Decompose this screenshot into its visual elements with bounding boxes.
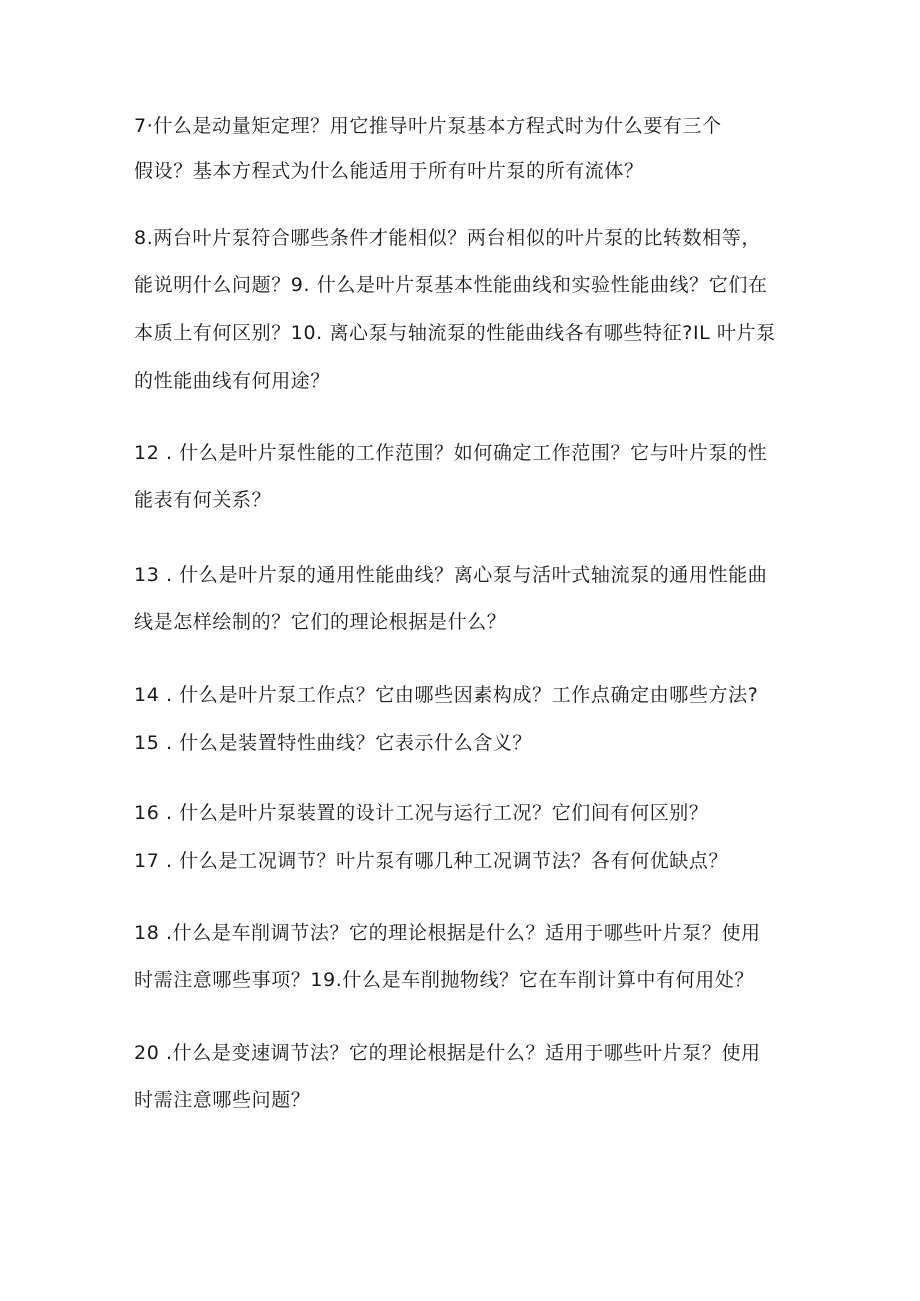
text-line-q7-a: 7·什么是动量矩定理？用它推导叶片泵基本方程式时为什么要有三个 <box>134 115 722 137</box>
text-line-q18-q19: 时需注意哪些事项？19.什么是车削抛物线？它在车削计算中有何用处？ <box>134 969 755 991</box>
text-line-q18-a: 18 .什么是车削调节法？它的理论根据是什么？适用于哪些叶片泵？使用 <box>134 922 761 944</box>
text-line-q10-q11: 本质上有何区别？10. 离心泵与轴流泵的性能曲线各有哪些特征?IL 叶片泵 <box>134 322 776 344</box>
text-line-q20-b: 时需注意哪些问题？ <box>134 1089 311 1111</box>
text-line-q12-a: 12 . 什么是叶片泵性能的工作范围？如何确定工作范围？它与叶片泵的性 <box>134 442 768 464</box>
text-line-q16: 16 . 什么是叶片泵装置的设计工况与运行工况？它们间有何区别？ <box>134 802 709 824</box>
text-line-q20-a: 20 .什么是变速调节法？它的理论根据是什么？适用于哪些叶片泵？使用 <box>134 1042 761 1064</box>
text-line-q11-b: 的性能曲线有何用途？ <box>134 370 331 392</box>
text-line-q15: 15 . 什么是装置特性曲线？它表示什么含义？ <box>134 732 533 754</box>
text-line-q8-q9: 能说明什么问题？9. 什么是叶片泵基本性能曲线和实验性能曲线？它们在 <box>134 274 768 296</box>
text-line-q12-b: 能表有何关系？ <box>134 489 272 511</box>
text-line-q13-a: 13 . 什么是叶片泵的通用性能曲线？离心泵与活叶式轴流泵的通用性能曲 <box>134 564 768 586</box>
text-line-q17: 17 . 什么是工况调节？叶片泵有哪几种工况调节法？各有何优缺点？ <box>134 850 729 872</box>
text-line-q8-a: 8.两台叶片泵符合哪些条件才能相似？两台相似的叶片泵的比转数相等， <box>134 227 761 249</box>
text-line-q14: 14 . 什么是叶片泵工作点？它由哪些因素构成？工作点确定由哪些方法? <box>134 684 759 706</box>
text-line-q7-b: 假设？基本方程式为什么能适用于所有叶片泵的所有流体？ <box>134 160 644 182</box>
text-line-q13-b: 线是怎样绘制的？它们的理论根据是什么？ <box>134 611 507 633</box>
